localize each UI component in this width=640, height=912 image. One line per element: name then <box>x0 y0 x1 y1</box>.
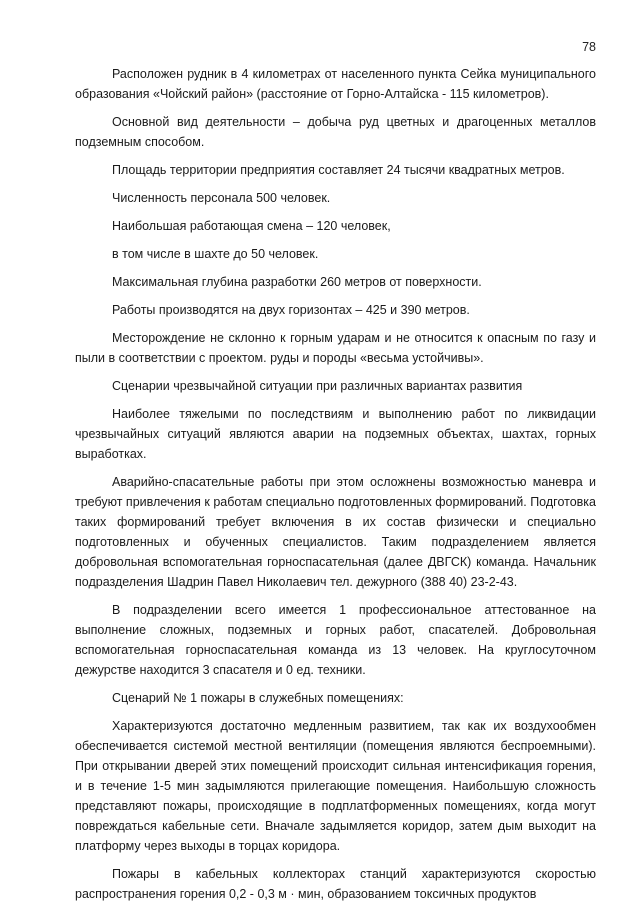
paragraph-scenario-1-description: Характеризуются достаточно медленным развитием, так как их воздухообмен обеспечивается системой местной вентиляции (помещения являются беспроемными). При открывании дверей этих помещений происходит сильная интенсификация горения, и в течение 1-5 мин задымляются прилегающие помещения. Наибольшую сложность представляют пожары, происходящие в подплатформенных помещениях, когда могут повреждаться кабельные сети. Вначале задымляется коридор, затем дым выходит на платформу через выходы в торцах коридора. <box>75 719 596 853</box>
paragraph-horizons: Работы производятся на двух горизонтах – 425 и 390 метров. <box>112 303 470 317</box>
document-body <box>75 64 596 912</box>
paragraph-cable-collector-fires: Пожары в кабельных коллекторах станций характеризуются скоростью распространения горения 0,2 - 0,3 м · мин, образованием токсичных продуктов <box>75 867 596 901</box>
paragraph-scenario-1-heading: Сценарий № 1 пожары в служебных помещениях: <box>112 691 404 705</box>
paragraph-rescue-operations: Аварийно-спасательные работы при этом осложнены возможностью маневра и требуют привлечения к работам специально подготовленных формирований. Подготовка таких формирований требует включения в их состав физически и специально подготовленных и обученных специалистов. Таким подразделением является добровольная вспомогательная горноспасательная (далее ДВГСК) команда. Начальник подразделения Шадрин Павел Николаевич тел. дежурного (388 40) 23-2-43. <box>75 475 596 589</box>
paragraph-largest-shift: Наибольшая работающая смена – 120 человек, <box>112 219 391 233</box>
paragraph-deposit-safety: Месторождение не склонно к горным ударам и не относится к опасным по газу и пыли в соответствии с проектом. руды и породы «весьма устойчивы». <box>75 331 596 365</box>
paragraph-max-depth: Максимальная глубина разработки 260 метров от поверхности. <box>112 275 482 289</box>
paragraph-severe-consequences: Наиболее тяжелыми по последствиям и выполнению работ по ликвидации чрезвычайных ситуаций являются аварии на подземных объектах, шахтах, горных выработках. <box>75 407 596 461</box>
page-number: 78 <box>582 40 596 54</box>
paragraph-main-activity: Основной вид деятельности – добыча руд цветных и драгоценных металлов подземным способом. <box>75 115 596 149</box>
paragraph-staff-count: Численность персонала 500 человек. <box>112 191 331 205</box>
paragraph-emergency-scenarios-heading: Сценарии чрезвычайной ситуации при различных вариантах развития <box>112 379 523 393</box>
paragraph-rescue-unit-staff: В подразделении всего имеется 1 профессиональное аттестованное на выполнение сложных, подземных и горных работ, спасателей. Добровольная вспомогательная горноспасательная команда из 13 человек. На круглосуточном дежурстве находится 3 спасателя и 0 ед. техники. <box>75 603 596 677</box>
paragraph-territory-area: Площадь территории предприятия составляет 24 тысячи квадратных метров. <box>112 163 565 177</box>
paragraph-in-shaft: в том числе в шахте до 50 человек. <box>112 247 319 261</box>
paragraph-mine-location: Расположен рудник в 4 километрах от населенного пункта Сейка муниципального образования «Чойский район» (расстояние от Горно-Алтайска - 115 километров). <box>75 67 596 101</box>
